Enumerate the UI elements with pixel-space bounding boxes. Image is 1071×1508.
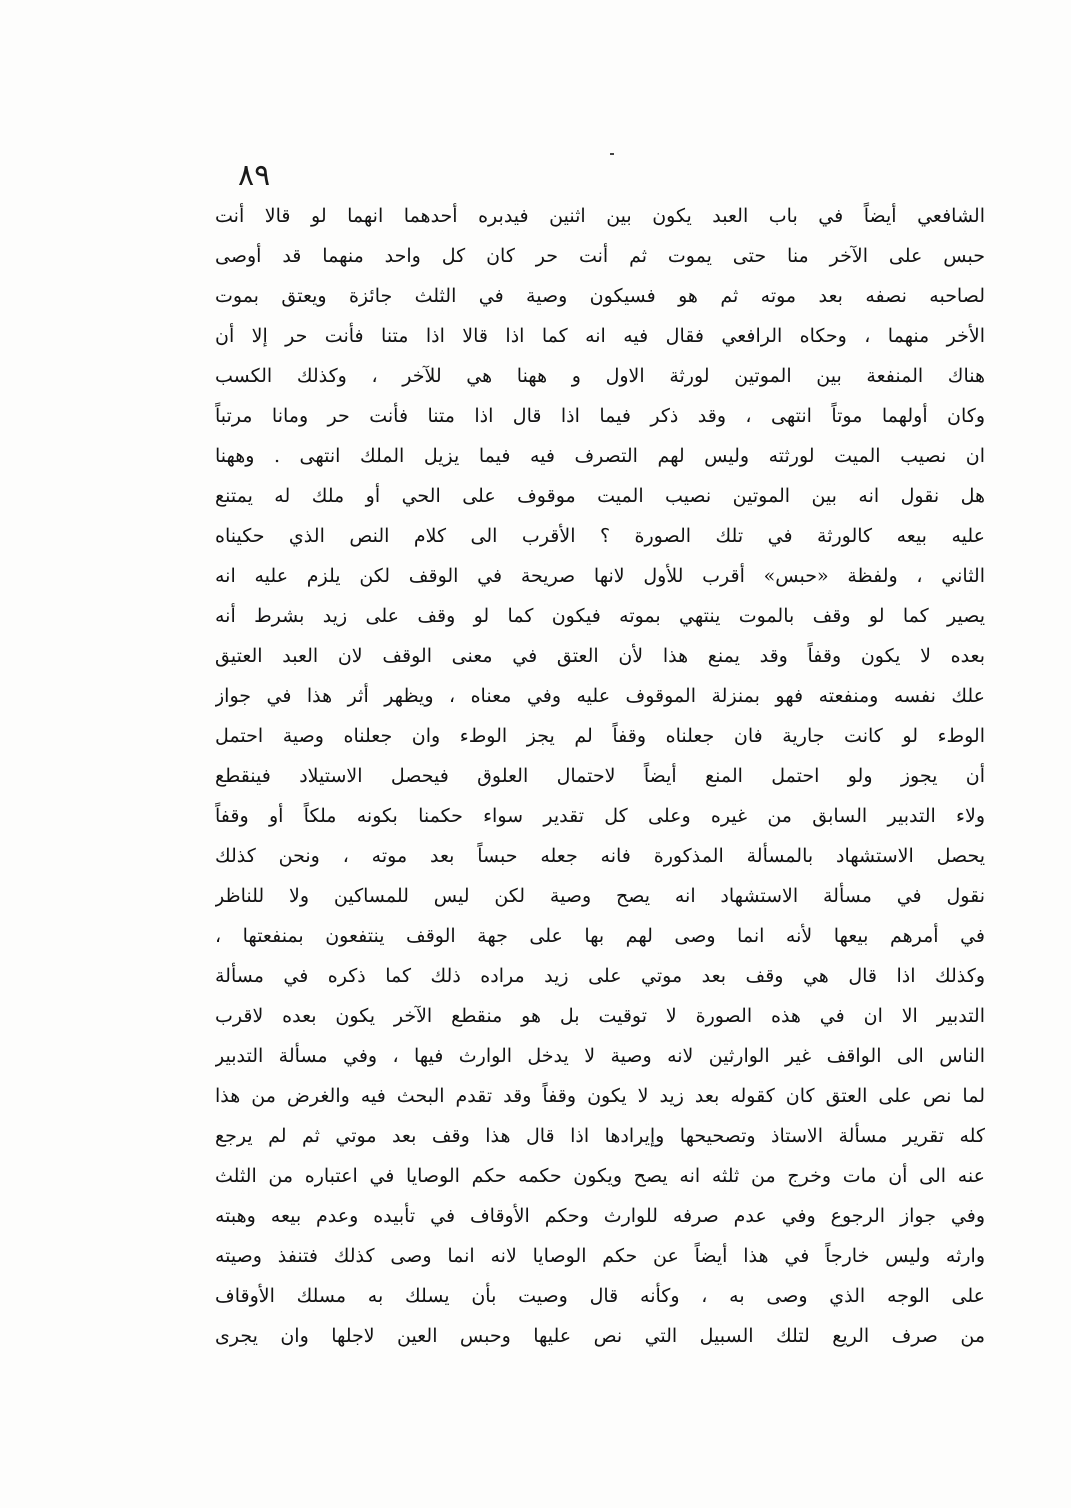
- text-line: الناس الى الواقف غير الوارثين لانه وصية لا يدخل الوارث فيها ، وفي مسألة التدبير: [215, 1045, 985, 1067]
- text-line: عنه الى أن مات وخرج من ثلثه انه يصح ويكون حكمه حكم الوصايا في اعتباره من الثلث: [215, 1165, 985, 1187]
- text-line: ان نصيب الميت لورثته وليس لهم التصرف فيه فيما يزيل الملك انتهى . وههنا: [215, 445, 985, 467]
- text-line: لصاحبه نصفه بعد موته ثم هو فسيكون وصية في الثلث جائزة ويعتق بموت: [215, 285, 985, 307]
- text-line: وارثه وليس خارجاً في هذا أيضاً عن حكم الوصايا لانه انما وصى كذلك فتنفذ وصيته: [215, 1245, 985, 1267]
- text-line: في أمرهم بيعها لأنه انما وصى لهم بها على جهة الوقف ينتفعون بمنفعتها ،: [215, 925, 985, 947]
- text-line: ولاء التدبير السابق من غيره وعلى كل تقدير سواء حكمنا بكونه ملكاً أو وقفاً: [215, 805, 985, 827]
- text-line: يصير كما لو وقف بالموت ينتهي بموته فيكون كما لو وقف على زيد بشرط أنه: [215, 605, 985, 627]
- text-line: وكان أولهما موتاً انتهى ، وقد ذكر فيما اذا قال اذا متنا فأنت حر ومانا مرتباً: [215, 405, 985, 427]
- page-number: ٨٩: [238, 158, 271, 193]
- text-line: الثاني ، ولفظة «حبس» أقرب للأول لانها صريحة في الوقف لكن يلزم عليه انه: [215, 565, 985, 587]
- text-line: عليه بيعه كالورثة في تلك الصورة ؟ الأقرب الى كلام النص الذي حكيناه: [215, 525, 985, 547]
- text-line: أن يجوز ولو احتمل المنع أيضاً لاحتمال العلوق فيحصل الاستيلاد فينقطع: [215, 765, 985, 787]
- text-line: وكذلك اذا قال هي وقف بعد موتي على زيد مراده ذلك كما ذكره في مسألة: [215, 965, 985, 987]
- scan-speck: [610, 153, 614, 155]
- text-line: يحصل الاستشهاد بالمسألة المذكورة فانه جعله حبساً بعد موته ، ونحن كذلك: [215, 845, 985, 867]
- text-line: على الوجه الذي وصى به ، وكأنه قال وصيت بأن يسلك به مسلك الأوقاف: [215, 1285, 985, 1307]
- text-line: حبس على الآخر منا حتى يموت ثم أنت حر كان كل واحد منهما قد أوصى: [215, 245, 985, 267]
- text-line: بعده لا يكون وقفاً وقد يمنع هذا لأن العتق في معنى الوقف لان العبد العتيق: [215, 645, 985, 667]
- text-line: علك نفسه ومنفعته فهو بمنزلة الموقوف عليه وفي معناه ، ويظهر أثر هذا في جواز: [215, 685, 985, 707]
- text-line: كله تقرير مسألة الاستاذ وتصحيحها وإيرادها اذا قال هذا وقف بعد موتي ثم لم يرجع: [215, 1125, 985, 1147]
- text-line: لما نص على العتق كان كقوله بعد زيد لا يكون وقفاً وقد تقدم البحث فيه والغرض من هذا: [215, 1085, 985, 1107]
- text-line: وفي جواز الرجوع وفي عدم صرفه للوارث وحكم الأوقاف في تأبيده وعدم بيعه وهبته: [215, 1205, 985, 1227]
- text-line: الوطء لو كانت جارية فان جعلناه وقفاً لم يجز الوطء وان جعلناه وصية احتمل: [215, 725, 985, 747]
- text-line: من صرف الريع لتلك السبيل التي نص عليها وحبس العين لاجلها وان يجرى: [215, 1325, 985, 1347]
- body-text: [215, 196, 985, 1356]
- text-line: نقول في مسألة الاستشهاد انه يصح وصية لكن ليس للمساكين ولا للناظر: [215, 885, 985, 907]
- text-line: الشافعي أيضاً في باب العبد يكون بين اثنين فيدبره أحدهما انهما لو قالا أنت: [215, 205, 985, 227]
- text-line: التدبير الا ان في هذه الصورة لا توقيت بل هو منقطع الآخر يكون بعده لاقرب: [215, 1005, 985, 1027]
- text-line: هناك المنفعة بين الموتين لورثة الاول و ههنا هي للآخر ، وكذلك الكسب: [215, 365, 985, 387]
- text-line: الأخر منهما ، وحكاه الرافعي فقال فيه انه كما اذا قالا اذا متنا فأنت حر إلا أن: [215, 325, 985, 347]
- text-line: هل نقول انه بين الموتين نصيب الميت موقوف على الحي أو ملك له يمتنع: [215, 485, 985, 507]
